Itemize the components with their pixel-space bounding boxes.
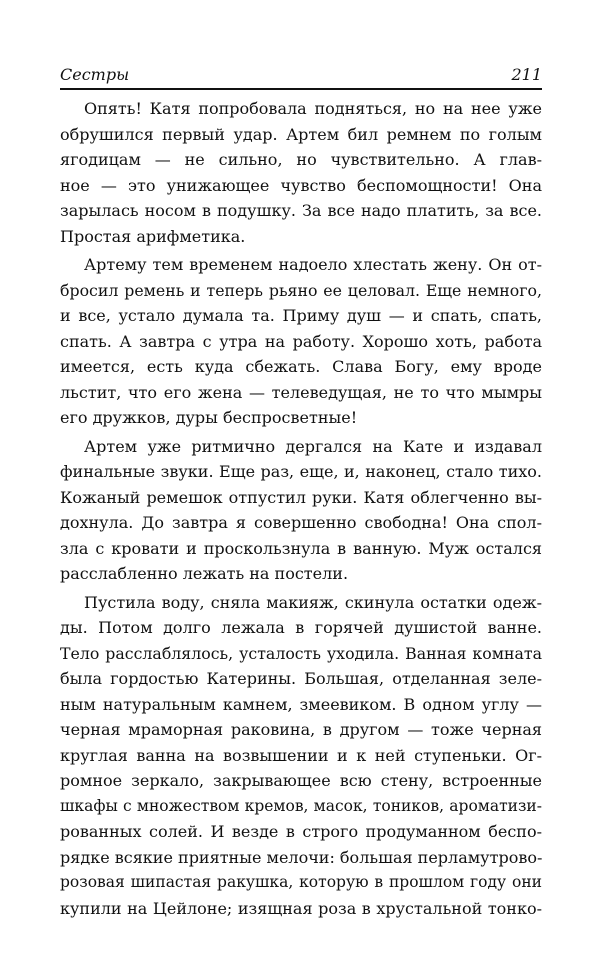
text-line: ягодицам — не сильно, но чувствительно. А глав- xyxy=(60,150,542,169)
text-line: зарылась носом в подушку. За все надо платить, за все. xyxy=(60,201,542,220)
paragraph xyxy=(60,252,542,431)
text-line: ромное зеркало, закрывающее всю стену, встроенные xyxy=(60,771,542,790)
text-line: финальные звуки. Еще раз, еще, и, наконец, стало тихо. xyxy=(60,462,542,481)
text-line: дохнула. До завтра я совершенно свободна! Она спол- xyxy=(60,513,542,532)
text-line: Пустила воду, сняла макияж, скинула остатки одеж- xyxy=(84,592,542,612)
text-line: Опять! Катя попробовала подняться, но на нее уже xyxy=(84,99,542,118)
text-line: шкафы с множеством кремов, масок, тоников, ароматизи- xyxy=(60,796,542,815)
text-line: и все, устало думала та. Приму душ — и спать, спать, xyxy=(60,306,542,325)
paragraph xyxy=(60,434,542,587)
running-header xyxy=(60,62,542,90)
text-line: Кожаный ремешок отпустил руки. Катя облегченно вы- xyxy=(60,487,542,507)
text-line: бросил ремень и теперь рьяно ее целовал. Еще немного, xyxy=(60,280,542,300)
text-line: ное — это унижающее чувство беспомощности! Она xyxy=(60,175,542,195)
text-line: его дружков, дуры беспросветные! xyxy=(60,408,358,427)
text-line: спать. А завтра с утра на работу. Хорошо хоть, работа xyxy=(60,331,542,351)
text-line: Артем уже ритмично дергался на Кате и издавал xyxy=(84,436,542,456)
text-line: рованных солей. И везде в строго продуманном беспо- xyxy=(60,822,542,841)
text-line: была гордостью Катерины. Большая, отделанная зеле- xyxy=(60,669,542,688)
text-line: Артему тем временем надоело хлестать жену. Он от- xyxy=(84,255,542,274)
text-line: черная мраморная раковина, в другом — тоже черная xyxy=(60,720,542,739)
body-text xyxy=(60,96,542,924)
text-line: рядке всякие приятные мелочи: большая перламутрово- xyxy=(60,847,542,867)
paragraph xyxy=(60,96,542,249)
text-line: имеется, есть куда сбежать. Слава Богу, ему вроде xyxy=(60,357,542,376)
text-line: купили на Цейлоне; изящная роза в хрустальной тонко- xyxy=(60,898,542,918)
text-line: зла с кровати и проскользнула в ванную. Муж остался xyxy=(60,538,542,558)
text-line: розовая шипастая ракушка, которую в прошлом году они xyxy=(60,873,542,891)
chapter-title: Сестры xyxy=(60,65,130,84)
text-line: обрушился первый удар. Артем бил ремнем по голым xyxy=(60,124,542,144)
text-line: льстит, что его жена — телеведущая, не то что мымры xyxy=(60,382,542,402)
page-number: 211 xyxy=(511,65,542,84)
text-line: Простая арифметика. xyxy=(60,226,246,246)
text-line: расслабленно лежать на постели. xyxy=(60,564,349,583)
text-line: круглая ванна на возвышении и к ней ступеньки. Ог- xyxy=(60,745,542,765)
paragraph xyxy=(60,590,542,922)
text-line: ным натуральным камнем, змеевиком. В одном углу — xyxy=(60,694,542,714)
text-line: Тело расслаблялось, усталость уходила. Ванная комната xyxy=(60,643,542,663)
text-line: ды. Потом долго лежала в горячей душистой ванне. xyxy=(60,618,542,637)
